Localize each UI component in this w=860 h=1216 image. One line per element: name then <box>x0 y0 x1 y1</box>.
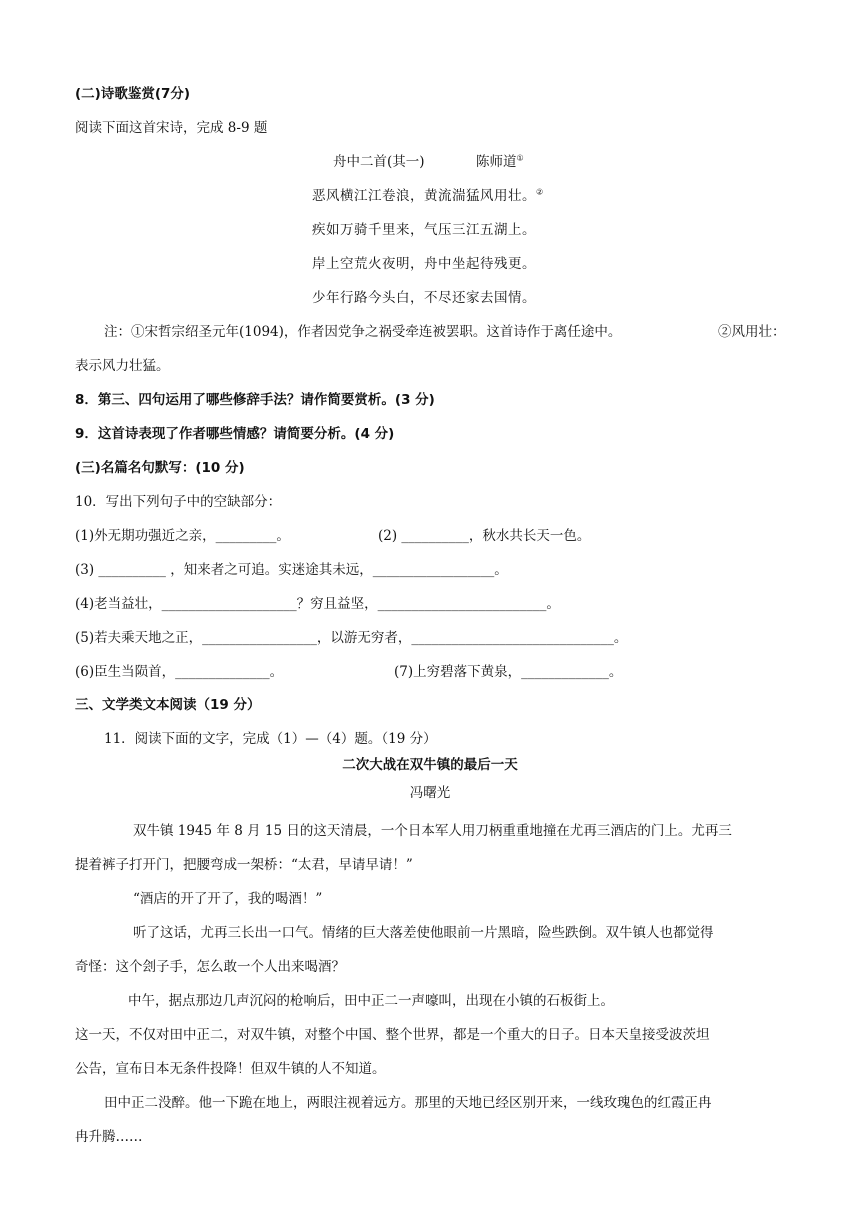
story-paragraph: 中午，据点那边几声沉闷的枪响后，田中正二一声嚎叫，出现在小镇的石板街上。 <box>128 993 614 1009</box>
story-title: 二次大战在双牛镇的最后一天 <box>342 757 518 773</box>
poem-note: 注：①宋哲宗绍圣元年(1094)，作者因党争之祸受牵连被罢职。这首诗作于离任途中。 <box>104 324 622 340</box>
question-9: 9．这首诗表现了作者哪些情感？请简要分析。(4 分) <box>75 426 395 442</box>
poem-line: 少年行路今头白，不尽还家去国情。 <box>312 290 536 306</box>
footnote-mark: ② <box>536 187 544 197</box>
poem-line <box>312 184 544 204</box>
poem-note-continued: 表示风力壮猛。 <box>75 358 170 374</box>
question-10: 10．写出下列句子中的空缺部分： <box>75 494 282 510</box>
dictation-item: (3) __________ ，知来者之可追。实迷途其未远，__________________。 <box>75 562 508 578</box>
poetry-instruction: 阅读下面这首宋诗，完成 8-9 题 <box>75 120 268 136</box>
story-paragraph: 听了这话，尤再三长出一口气。情绪的巨大落差使他眼前一片黑暗，险些跌倒。双牛镇人也都觉得 <box>133 925 714 941</box>
story-paragraph: 双牛镇 1945 年 8 月 15 日的这天清晨，一个日本军人用刀柄重重地撞在尤再三酒店的门上。尤再三 <box>133 823 732 839</box>
poem-author-name: 陈师道 <box>476 154 517 170</box>
dictation-item: (4)老当益壮，____________________？穷且益坚，_________________________。 <box>75 596 560 612</box>
dictation-item: (1)外无期功强近之亲，_________。 <box>75 528 290 544</box>
story-paragraph: 提着裤子打开门，把腰弯成一架桥：“太君，早请早请！” <box>75 857 413 873</box>
section-heading-literature: 三、文学类文本阅读（19 分） <box>75 697 261 713</box>
dictation-item: (7)上穷碧落下黄泉，_____________。 <box>394 664 623 680</box>
poem-line-text: 恶风横江江卷浪，黄流湍猛风用壮。 <box>312 188 536 204</box>
section-heading-poetry: (二)诗歌鉴赏(7分) <box>75 86 191 102</box>
poem-title: 舟中二首(其一) <box>333 154 425 170</box>
footnote-mark: ① <box>516 153 524 163</box>
story-author: 冯曙光 <box>409 785 451 801</box>
story-paragraph: 冉升腾…… <box>75 1129 143 1145</box>
poem-note-tail: ②风用壮： <box>718 324 786 340</box>
poem-author <box>476 150 524 170</box>
question-8: 8．第三、四句运用了哪些修辞手法？请作简要赏析。(3 分) <box>75 392 435 408</box>
story-paragraph: “酒店的开了开了，我的喝酒！” <box>133 891 323 907</box>
poem-line: 岸上空荒火夜明，舟中坐起待残更。 <box>312 256 536 272</box>
section-heading-dictation: (三)名篇名句默写：(10 分) <box>75 460 245 476</box>
poem-line: 疾如万骑千里来，气压三江五湖上。 <box>312 222 536 238</box>
story-paragraph: 公告，宣布日本无条件投降！但双牛镇的人不知道。 <box>75 1061 386 1077</box>
dictation-item: (5)若夫乘天地之正，_________________，以游无穷者，______________________________。 <box>75 630 628 646</box>
dictation-item: (6)臣生当陨首，______________。 <box>75 664 284 680</box>
story-paragraph: 奇怪：这个刽子手，怎么敢一个人出来喝酒？ <box>75 959 345 975</box>
question-11: 11．阅读下面的文字，完成（1）—（4）题。（19 分） <box>104 731 437 747</box>
dictation-item: (2) __________，秋水共长天一色。 <box>378 528 591 544</box>
story-paragraph: 这一天，不仅对田中正二，对双牛镇，对整个中国、整个世界，都是一个重大的日子。日本天皇接受波茨坦 <box>75 1027 710 1043</box>
story-paragraph: 田中正二没醉。他一下跪在地上，两眼注视着远方。那里的天地已经区别开来，一线玫瑰色的红霞正冉 <box>104 1095 712 1111</box>
